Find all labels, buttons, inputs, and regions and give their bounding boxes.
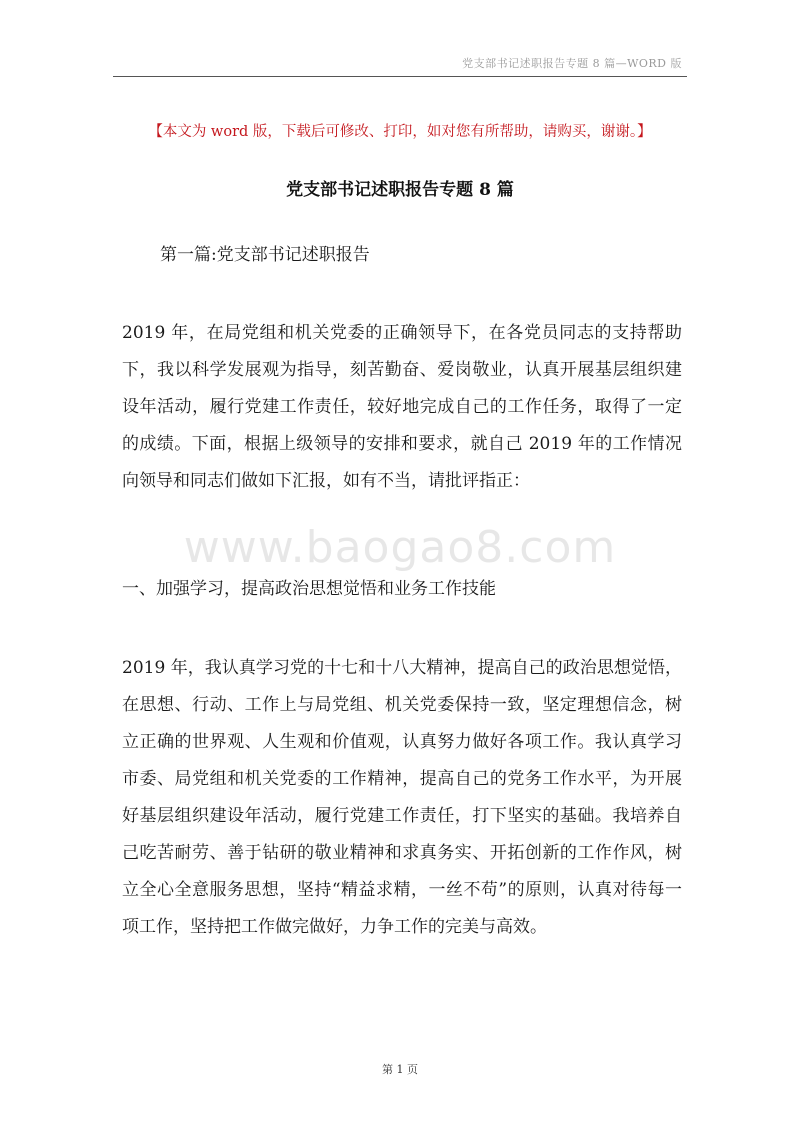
document-title: 党支部书记述职报告专题 8 篇 [286,180,514,200]
purchase-notice: 【本文为 word 版，下载后可修改、打印，如对您有所帮助，请购买，谢谢。】 [148,124,652,140]
header-divider [113,76,687,77]
body-paragraph-2: 2019 年，我认真学习党的十七和十八大精神，提高自己的政治思想觉悟，在思想、行动、工作上与局党组、机关党委保持一致，坚定理想信念，树立正确的世界观、人生观和价值观，认真努力做好各项工作。我认真学习市委、局党组和机关党委的工作精神，提高自己的党务工作水平，为开展好基层组织建设年活动，履行党建工作责任，打下坚实的基础。我培养自己吃苦耐劳、善于钻研的敬业精神和求真务实、开拓创新的工作作风，树立全心全意服务思想，坚持“精益求精，一丝不苟”的原则，认真对待每一项工作，坚持把工作做完做好，力争工作的完美与高效。 [122,658,682,937]
watermark: www.baogao8.com [183,522,617,573]
section-heading: 一、加强学习，提高政治思想觉悟和业务工作技能 [122,579,496,599]
page-number: 第 1 页 [382,1063,418,1076]
running-header: 党支部书记述职报告专题 8 篇—WORD 版 [462,57,682,70]
section-subtitle: 第一篇:党支部书记述职报告 [160,245,370,265]
body-paragraph-1: 2019 年，在局党组和机关党委的正确领导下，在各党员同志的支持帮助下，我以科学发展观为指导，刻苦勤奋、爱岗敬业，认真开展基层组织建设年活动，履行党建工作责任，较好地完成自己的工作任务，取得了一定的成绩。下面，根据上级领导的安排和要求，就自己 2019 年的工作情况向领导和同志们做如下汇报，如有不当，请批评指正： [122,323,682,491]
